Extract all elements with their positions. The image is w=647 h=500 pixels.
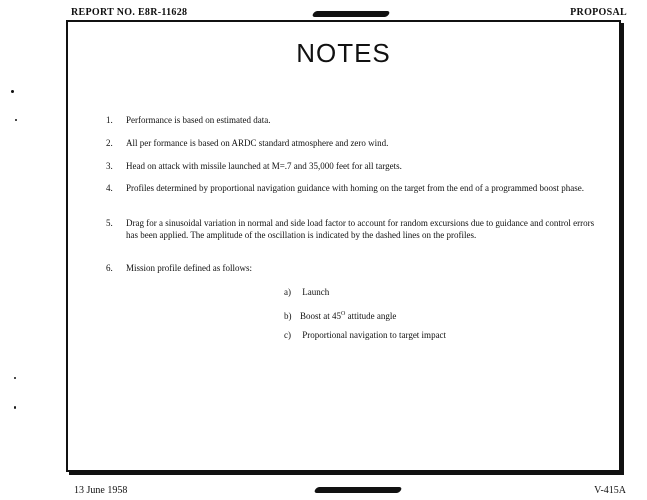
mission-step — [284, 308, 396, 322]
classification-stamp-top — [312, 11, 391, 17]
note-number: 2. — [106, 138, 113, 148]
note-number: 1. — [106, 115, 113, 125]
note-number: 6. — [106, 263, 113, 273]
mission-step-text: Proportional navigation to target impact — [302, 330, 447, 340]
margin-mark — [11, 90, 14, 93]
note-text: Head on attack with missile launched at M=.7 and 35,000 feet for all targets. — [126, 161, 402, 171]
note-item — [106, 182, 596, 194]
mission-step-text: Boost at 45 — [300, 311, 342, 321]
mission-step-label: c) — [284, 330, 291, 340]
note-item — [106, 137, 596, 149]
mission-step — [284, 329, 446, 341]
note-text: Performance is based on estimated data. — [126, 115, 271, 125]
note-item — [106, 217, 596, 241]
mission-step-label: b) — [284, 311, 292, 321]
note-text: All per formance is based on ARDC standard atmosphere and zero wind. — [126, 138, 389, 148]
margin-mark — [14, 377, 16, 379]
note-text: Drag for a sinusoidal variation in normal and side load factor to account for random excursions due to guidance and control errors has been applied. The amplitude of the oscillation is indicated by the dashed lines on the profiles. — [126, 218, 595, 240]
degree-superscript: O — [341, 311, 346, 317]
note-item — [106, 262, 596, 274]
page-id: V-415A — [594, 485, 626, 496]
mission-step — [284, 286, 329, 298]
page-frame — [66, 20, 621, 472]
note-item — [106, 160, 596, 172]
classification-stamp-bottom — [314, 487, 403, 493]
mission-step-text: Launch — [302, 287, 330, 297]
proposal-label: PROPOSAL — [570, 7, 627, 18]
note-number: 4. — [106, 183, 113, 193]
mission-step-text-tail: attitude angle — [345, 311, 397, 321]
report-date: 13 June 1958 — [74, 485, 128, 496]
margin-mark — [14, 406, 16, 409]
mission-step-label: a) — [284, 287, 291, 297]
note-text: Mission profile defined as follows: — [126, 263, 252, 273]
margin-mark — [15, 119, 17, 121]
note-number: 3. — [106, 161, 113, 171]
note-text: Profiles determined by proportional navigation guidance with homing on the target from the end of a programmed boost phase. — [126, 183, 584, 193]
note-number: 5. — [106, 218, 113, 228]
note-item — [106, 114, 596, 126]
page-title: NOTES — [296, 38, 391, 68]
report-number: REPORT NO. E8R-11628 — [71, 7, 188, 18]
